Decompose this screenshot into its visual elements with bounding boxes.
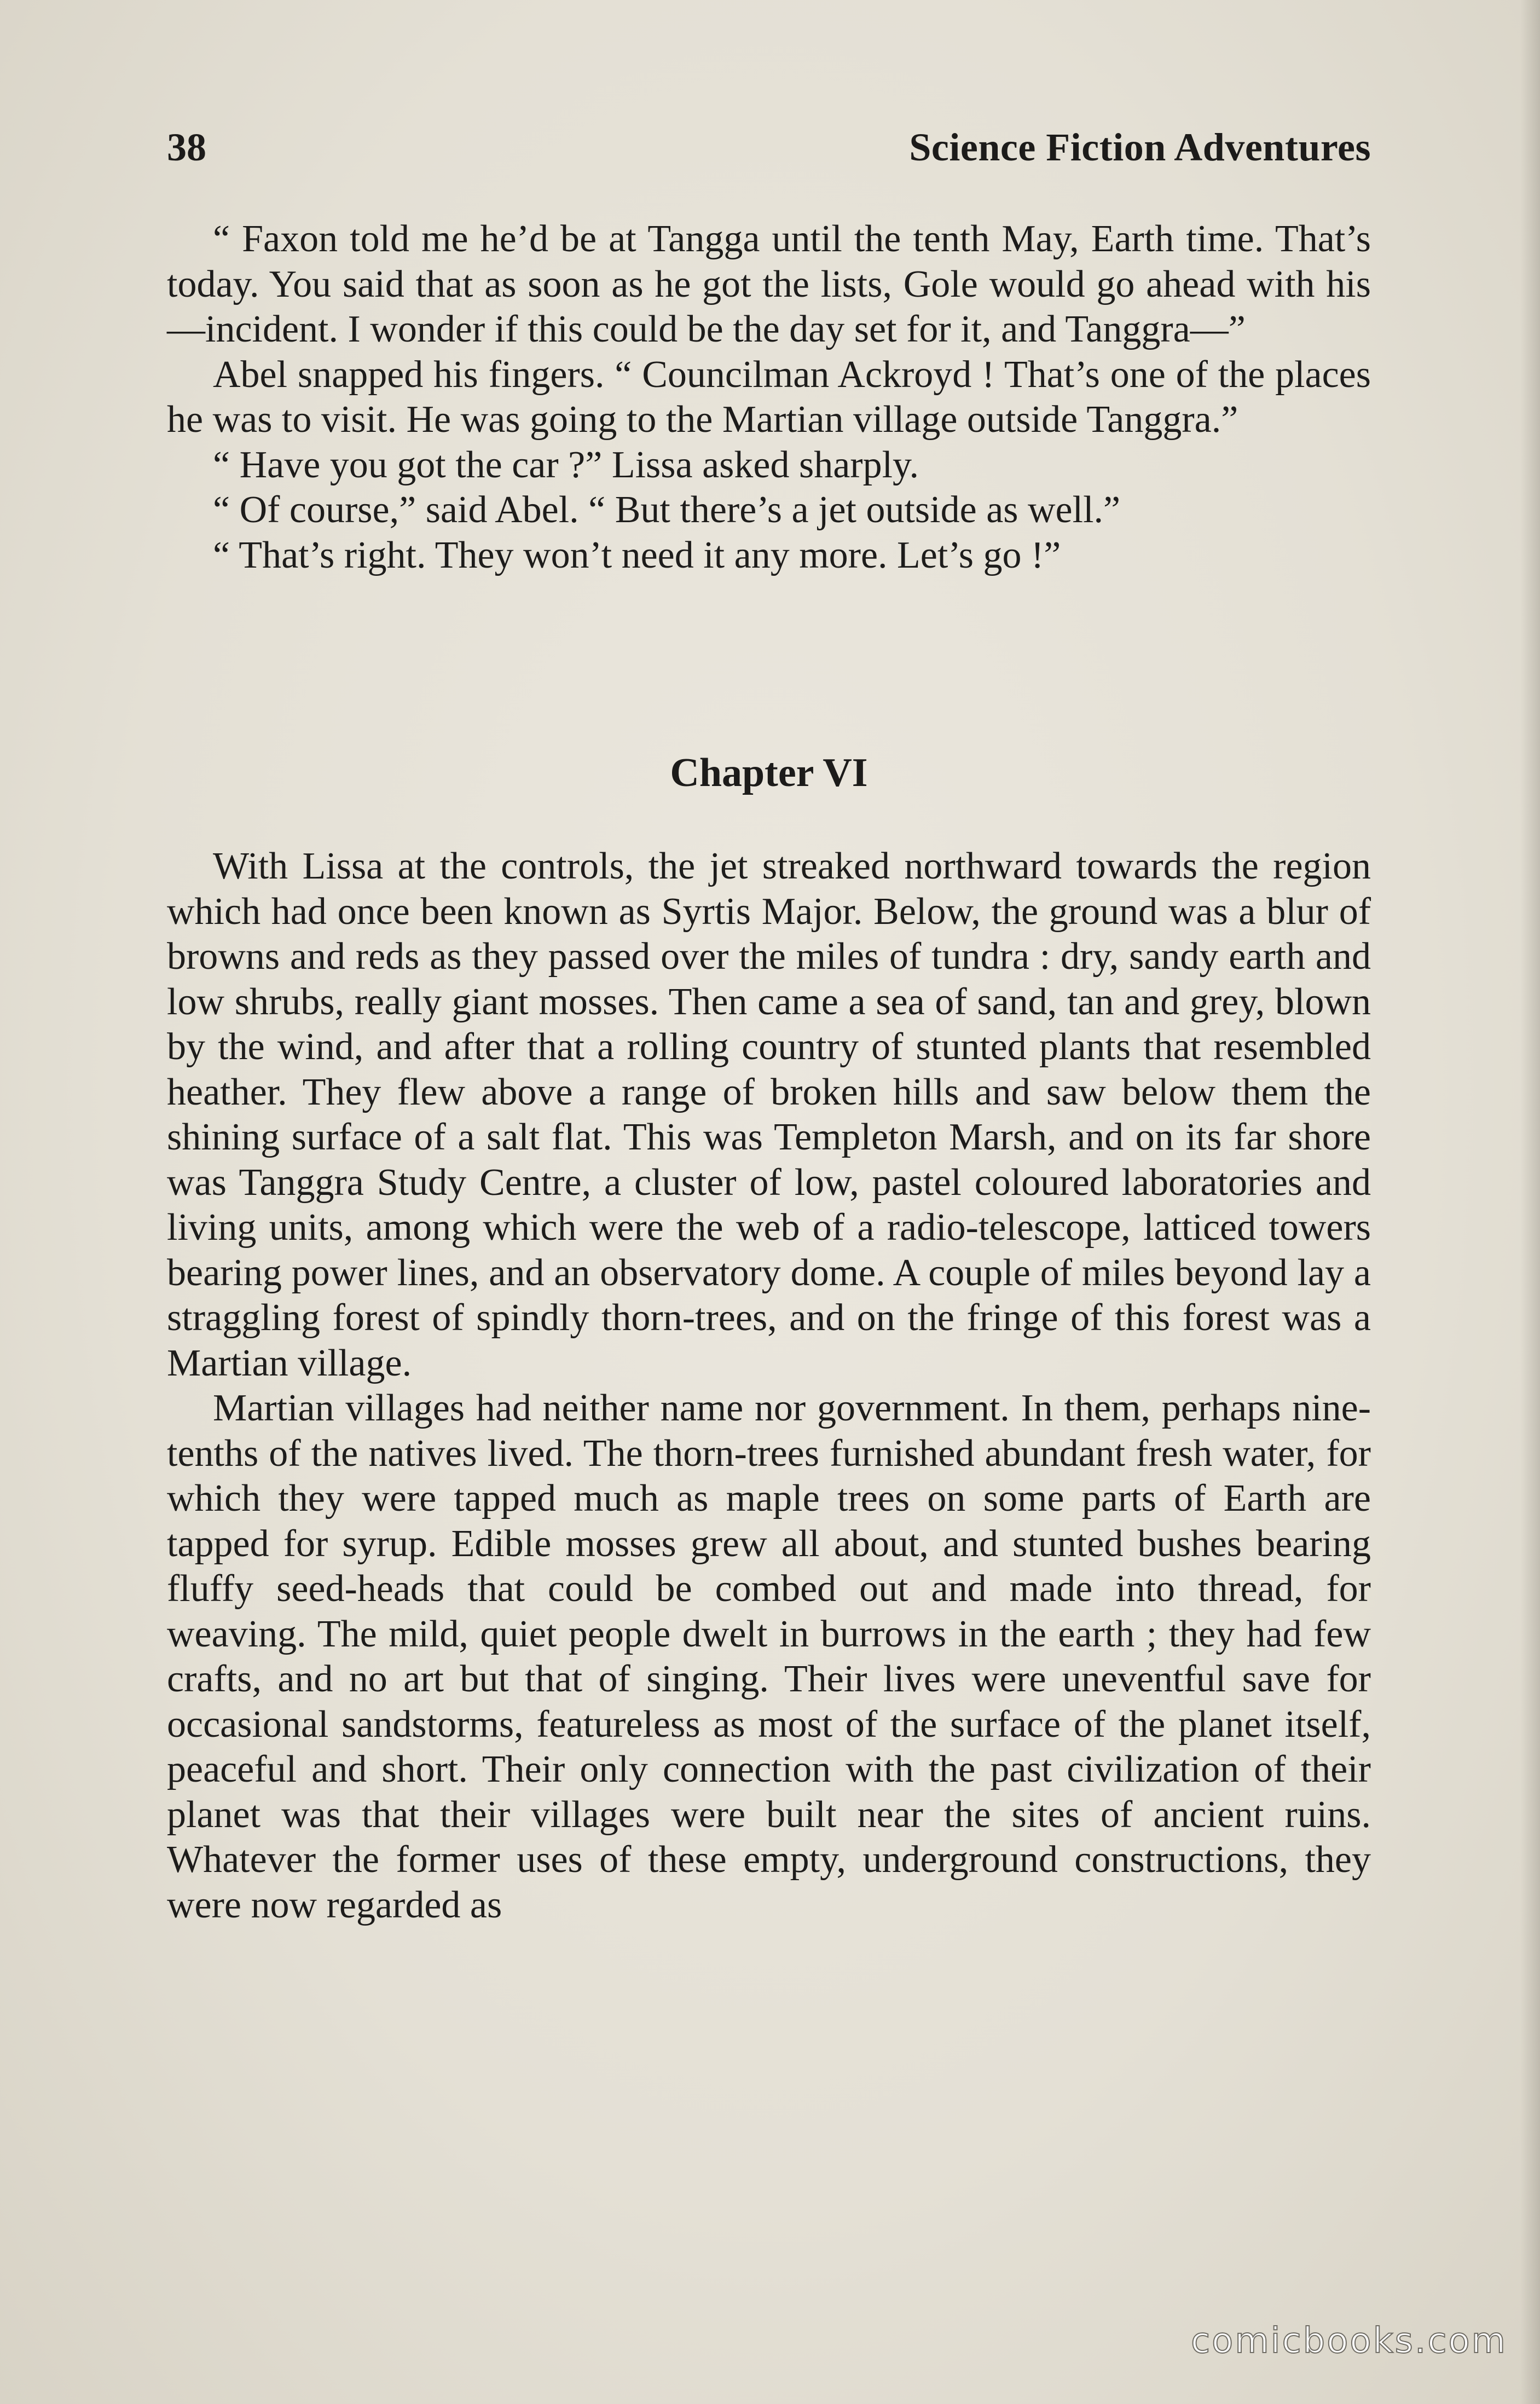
running-title: Science Fiction Adventures	[909, 125, 1371, 169]
paragraph: Martian villages had neither name nor government. In them, perhaps nine-tenths of the natives lived. The thorn-trees furnished abundant fresh water, for which they were tapped much as maple trees on some parts of Earth are tapped for syrup. Edible mosses grew all about, and stunted bushes bearing fluffy seed-heads that could be combed out and made into thread, for weaving. The mild, quiet people dwelt in burrows in the earth ; they had few crafts, and no art but that of singing. Their lives were uneventful save for occasional sandstorms, featureless as most of the surface of the planet itself, peaceful and short. Their only connection with the past civilization of their planet was that their villages were built near the sites of ancient ruins. Whatever the former uses of these empty, underground constructions, they were now regarded as	[167, 1387, 1371, 1926]
watermark: comicbooks.com	[1190, 2321, 1507, 2361]
page-edge-shadow	[1520, 0, 1540, 2404]
paragraph: With Lissa at the controls, the jet streaked northward towards the region which had once been known as Syrtis Major. Below, the ground was a blur of browns and reds as they passed over the miles of tundra : dry, sandy earth and low shrubs, really giant mosses. Then came a sea of sand, tan and grey, blown by the wind, and after that a rolling country of stunted plants that resembled heather. They flew above a range of broken hills and saw below them the shining surface of a salt flat. This was Templeton Marsh, and on its far shore was Tanggra Study Centre, a cluster of low, pastel coloured laboratories and living units, among which were the web of a radio-telescope, latticed towers bearing power lines, and an observatory dome. A couple of miles beyond lay a straggling forest of spindly thorn-trees, and on the fringe of this forest was a Martian village.	[167, 845, 1371, 1384]
paragraph: “ Have you got the car ?” Lissa asked sharply.	[213, 443, 919, 486]
chapter-heading: Chapter VI	[670, 750, 868, 795]
chapter-body	[167, 844, 1371, 1928]
page-number: 38	[167, 125, 206, 169]
paragraph: Abel snapped his fingers. “ Councilman Ackroyd ! That’s one of the places he was to visit. He was going to the Martian village outside Tanggra.”	[167, 353, 1371, 441]
paragraph: “ That’s right. They won’t need it any more. Let’s go !”	[213, 534, 1061, 576]
paragraph: “ Faxon told me he’d be at Tangga until the tenth May, Earth time. That’s today. You said that as soon as he got the lists, Gole would go ahead with his—incident. I wonder if this could be the day set for it, and Tanggra—”	[167, 218, 1371, 350]
paragraph: “ Of course,” said Abel. “ But there’s a jet outside as well.”	[213, 489, 1121, 531]
dialogue-section	[167, 217, 1371, 578]
page-header	[167, 125, 1371, 180]
